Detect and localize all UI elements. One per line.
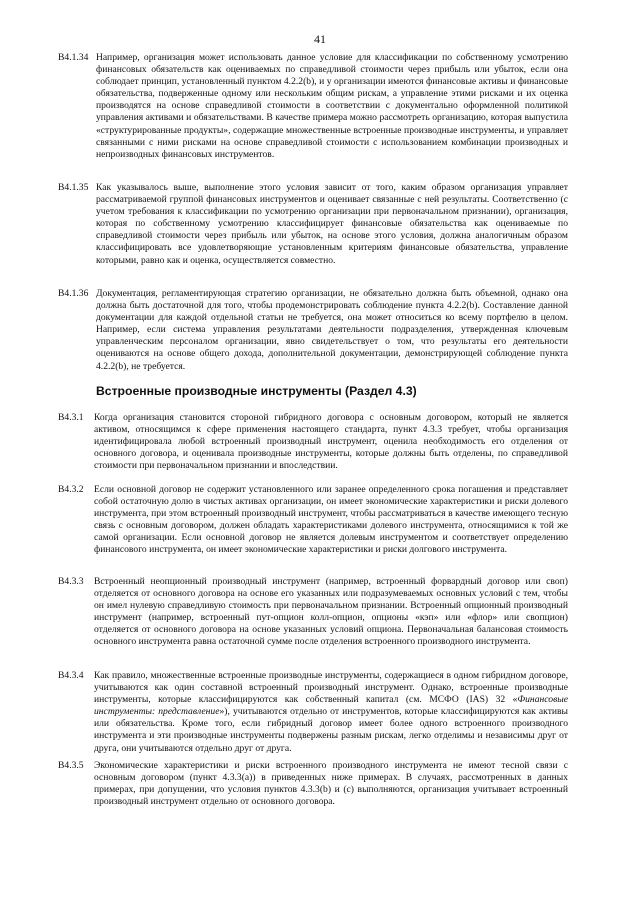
paragraph-number: B4.1.36: [58, 288, 89, 299]
paragraph-b4-3-1: [58, 412, 568, 472]
paragraph-b4-3-5: [58, 760, 568, 808]
paragraph-b4-1-35: [58, 182, 568, 267]
text-segment: Как правило, множественные встроенные производные инструменты, содержащиеся в одном гибридном договоре, учитываются как один составной встроенный производный инструмент. Однако, встроенные производные инструменты, которые классифицируются как собственный капитал (см. МСФО (IAS) 32 «: [94, 670, 568, 706]
paragraph-text: Если основной договор не содержит установленного или заранее определенного срока погашения и представляет собой остаточную долю в чистых активах организации, он имеет экономические характеристики и риски долевого инструмента, при этом встроенный производный инструмент, чтобы рассматриваться в качестве имеющего тесную связь с основным договором, должен обладать характеристиками долевого инструмента, относящимися к той же самой организации. Если основной договор не является долевым инструментом и соответствует определению финансового инструмента, он имеет экономические характеристики и риски долгового инструмента.: [94, 484, 568, 556]
paragraph-text: Документация, регламентирующая стратегию организации, не обязательно должна быть объемной, однако она должна быть достаточной для того, чтобы продемонстрировать соблюдение пункта 4.2.2(b). Составление данной документации для каждой отдельной статьи не требуется, она может относиться ко всему портфелю в целом. Например, если система управления результатами деятельности подразделения, утвержденная ключевым управленческим персоналом организации, явно свидетельствует о том, что результаты его деятельности оцениваются на основе общего дохода, дополнительной документации, демонстрирующей соблюдение пункта 4.2.2(b), не требуется.: [96, 288, 568, 372]
paragraph-text: Встроенный неопционный производный инструмент (например, встроенный форвардный договор или своп) отделяется от основного договора на основе его указанных или подразумеваемых основных условий с тем, чтобы он имел нулевую справедливую стоимость при первоначальном признании. Встроенный опционный производный инструмент (например, встроенный пут-опцион колл-опцион, опционы «кэп» или «флор» или свопцион) отделяется от основного договора на основе указанных условий опциона. Первоначальная балансовая стоимость основного инструмента равна остаточной сумме после отделения встроенного производного инструмента.: [94, 576, 568, 648]
paragraph-number: B4.1.34: [58, 52, 89, 63]
paragraph-number: B4.3.1: [58, 412, 84, 423]
paragraph-b4-3-2: [58, 484, 568, 557]
paragraph-number: B4.3.5: [58, 760, 84, 771]
paragraph-number: B4.3.3: [58, 576, 84, 587]
paragraph-b4-1-34: [58, 52, 568, 161]
paragraph-number: B4.3.4: [58, 670, 84, 681]
paragraph-b4-1-36: [58, 288, 568, 373]
text-segment: »), учитываются отдельно от инструментов, которые классифицируются как активы или обязательства. Кроме того, если гибридный договор имеет более одного встроенного производного инструмента и эти производные инструменты подвержены разным рискам, легко отделимы и независимы друг от друга, они учитываются отдельно друг от друга.: [94, 706, 568, 754]
section-heading: Встроенные производные инструменты (Раздел 4.3): [96, 384, 417, 398]
paragraph-text: Как указывалось выше, выполнение этого условия зависит от того, каким образом организация управляет рассматриваемой группой финансовых инструментов и оценивает связанные с ней результаты. Соответственно (с учетом требования к классификации по усмотрению организации при первоначальном признании), организация, которая по собственному усмотрению классифицирует финансовые обязательства как оцениваемые по справедливой стоимости через прибыль или убыток, на основе этого условия, должна аналогичным образом классифицировать все удовлетворяющие установленным критериям финансовые обязательства, управление которыми, равно как и оценка, осуществляется совместно.: [96, 182, 568, 266]
paragraph-b4-3-4: [58, 670, 568, 755]
paragraph-number: B4.1.35: [58, 182, 89, 193]
paragraph-text: Например, организация может использовать данное условие для классификации по собственному усмотрению финансовых обязательств как оцениваемых по справедливой стоимости через прибыль или убыток, если она соблюдает принцип, установленный пунктом 4.2.2(b), и у организации имеются финансовые активы и финансовые обязательства, подверженные одному или нескольким общим рискам, а управление этими рисками и их оценка производятся на основе справедливой стоимости в соответствии с документально оформленной политикой управления активами и обязательствами. В качестве примера можно рассмотреть организацию, которая выпустила «структурированные продукты», содержащие множественные встроенные производные инструменты, и управляет связанными с ними рисками на основе справедливой стоимости с использованием комбинации производных и непроизводных финансовых инструментов.: [96, 52, 568, 160]
paragraph-text: [94, 670, 568, 755]
paragraph-text: Экономические характеристики и риски встроенного производного инструмента не имеют тесной связи с основным договором (пункт 4.3.3(a)) в приведенных ниже примерах. В случаях, рассмотренных в данных примерах, при допущении, что условия пунктов 4.3.3(b) и (c) выполняются, организация учитывает встроенный производный инструмент отдельно от основного договора.: [94, 760, 568, 808]
paragraph-text: Когда организация становится стороной гибридного договора с основным договором, который не является активом, относящимся к сфере применения настоящего стандарта, пункт 4.3.3 требует, чтобы организация идентифицировала любой встроенный производный инструмент, оценила необходимость его отделения от основного договора, и оценивала производные инструменты, которые должны быть отделены, по справедливой стоимости при первоначальном признании и впоследствии.: [94, 412, 568, 472]
italic-standard-title: Финансовые инструменты: представление: [94, 694, 568, 718]
page-number: 41: [314, 32, 326, 46]
paragraph-b4-3-3: [58, 576, 568, 649]
paragraph-number: B4.3.2: [58, 484, 84, 495]
